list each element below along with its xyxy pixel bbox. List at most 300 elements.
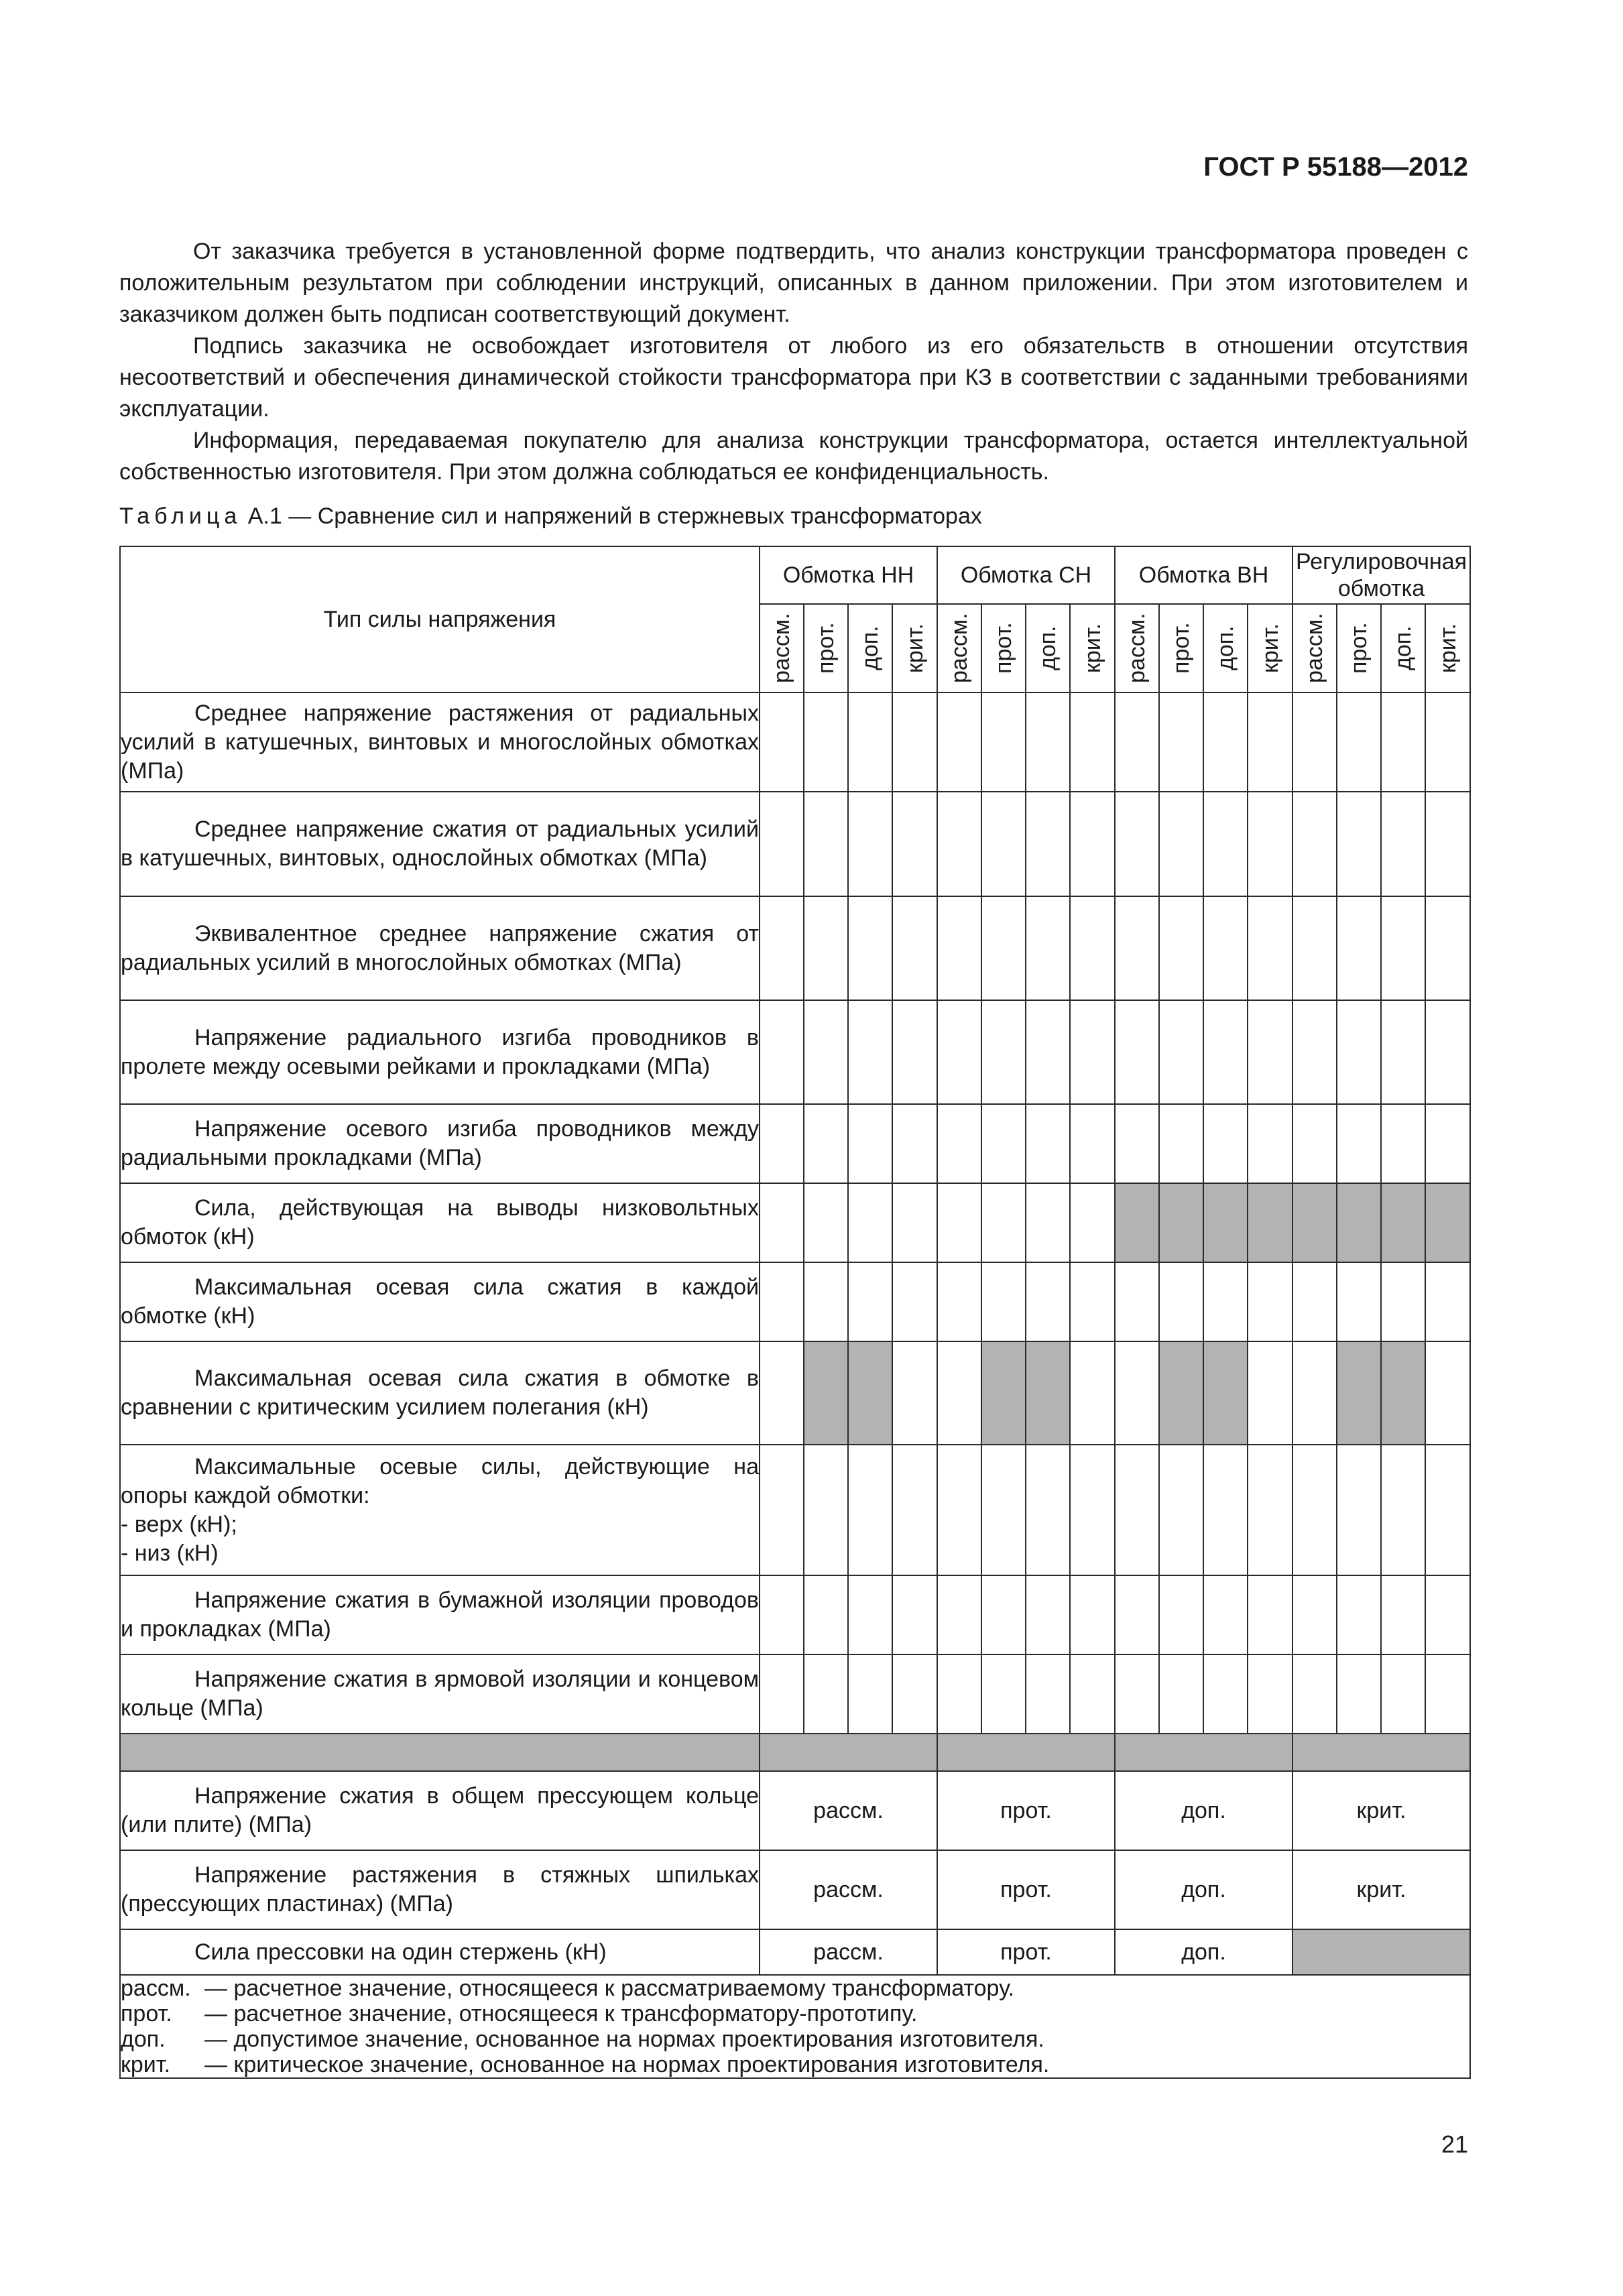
value-cell <box>937 1575 981 1654</box>
subcolumn-header <box>937 604 981 692</box>
value-cell <box>1159 1575 1203 1654</box>
table-row <box>120 792 1470 896</box>
subcolumn-header <box>1425 604 1470 692</box>
row-label-line: Напряжение осевого изгиба проводников между радиальными прокладками (МПа) <box>121 1116 759 1170</box>
value-cell <box>1159 1341 1203 1445</box>
row-label <box>120 1771 760 1850</box>
value-cell <box>804 896 848 1000</box>
row-label <box>120 1929 760 1975</box>
value-cell <box>981 792 1026 896</box>
subcolumn-label: рассм. <box>1124 613 1150 684</box>
value-cell <box>981 1000 1026 1104</box>
value-cell <box>1293 1104 1337 1183</box>
value-cell <box>1203 1341 1248 1445</box>
group-header: Обмотка СН <box>937 546 1115 604</box>
value-cell <box>892 1575 937 1654</box>
row-label-line: Эквивалентное среднее напряжение сжатия от радиальных усилий в многослойных обмотках (МПа) <box>121 920 759 975</box>
table-row <box>120 1445 1470 1575</box>
paragraph: Подпись заказчика не освобождает изготовителя от любого из его обязательств в отношении отсутствия несоответствий и обеспечения динамической стойкости трансформатора при КЗ в соответствии с заданными требованиями эксплуатации. <box>119 333 1468 422</box>
value-span-cell: крит. <box>1293 1850 1470 1929</box>
row-label-line: Сила прессовки на один стержень (кН) <box>194 1939 607 1965</box>
row-label <box>120 1654 760 1734</box>
value-cell <box>892 1341 937 1445</box>
value-span-cell: рассм. <box>760 1929 937 1975</box>
separator-cell <box>1115 1734 1293 1771</box>
value-cell <box>1070 1000 1115 1104</box>
row-label-line: Напряжение радиального изгиба проводников в пролете между осевыми рейками и прокладками (МПа) <box>121 1024 759 1079</box>
value-cell <box>892 1445 937 1575</box>
header-row-groups <box>120 546 1470 604</box>
value-cell <box>848 1654 892 1734</box>
value-cell <box>804 1341 848 1445</box>
value-cell <box>1337 692 1381 792</box>
legend-text: — расчетное значение, относящееся к рассматриваемому трансформатору. <box>204 1976 1015 2001</box>
value-cell <box>1070 1262 1115 1341</box>
value-cell <box>848 1341 892 1445</box>
value-cell <box>1115 1000 1159 1104</box>
subcolumn-label: прот. <box>813 622 839 674</box>
value-cell <box>1026 1183 1070 1262</box>
value-cell <box>1425 1262 1470 1341</box>
table-row <box>120 1104 1470 1183</box>
value-cell <box>804 1183 848 1262</box>
value-cell <box>1293 1341 1337 1445</box>
value-cell <box>1381 1341 1425 1445</box>
value-cell <box>1381 1183 1425 1262</box>
value-cell <box>760 1654 804 1734</box>
value-cell <box>1381 896 1425 1000</box>
value-cell <box>1115 1575 1159 1654</box>
value-cell <box>760 1262 804 1341</box>
value-cell <box>1026 1000 1070 1104</box>
table-row <box>120 1654 1470 1734</box>
legend-abbr: крит. <box>121 2052 171 2077</box>
value-cell <box>1425 1000 1470 1104</box>
row-label <box>120 1183 760 1262</box>
caption-number: А.1 <box>247 503 282 529</box>
value-cell <box>1026 692 1070 792</box>
table-row <box>120 1000 1470 1104</box>
value-cell <box>804 692 848 792</box>
value-cell <box>1203 1000 1248 1104</box>
subcolumn-header <box>1381 604 1425 692</box>
value-cell <box>1026 1445 1070 1575</box>
value-cell <box>1381 792 1425 896</box>
value-cell <box>1248 1445 1293 1575</box>
table-row <box>120 896 1470 1000</box>
value-cell <box>981 1341 1026 1445</box>
subcolumn-header <box>1115 604 1159 692</box>
value-cell <box>1425 792 1470 896</box>
value-cell <box>1248 1000 1293 1104</box>
value-span-cell: доп. <box>1115 1771 1293 1850</box>
value-cell <box>937 1183 981 1262</box>
value-cell <box>1337 1341 1381 1445</box>
caption-text: — Сравнение сил и напряжений в стержневых трансформаторах <box>288 503 982 529</box>
value-cell <box>1337 1654 1381 1734</box>
value-cell <box>892 1104 937 1183</box>
row-label <box>120 692 760 792</box>
page-number: 21 <box>1441 2130 1468 2158</box>
value-cell <box>1026 1262 1070 1341</box>
value-cell <box>937 1654 981 1734</box>
value-cell <box>1115 792 1159 896</box>
value-cell <box>1425 1575 1470 1654</box>
value-cell <box>1203 792 1248 896</box>
caption-prefix: Таблица <box>119 503 242 529</box>
value-cell <box>1070 896 1115 1000</box>
row-label-line: Напряжение сжатия в общем прессующем кольце (или плите) (МПа) <box>121 1783 759 1837</box>
value-cell <box>1248 1575 1293 1654</box>
value-cell <box>1115 692 1159 792</box>
value-cell <box>1115 1445 1159 1575</box>
row-label-line: Напряжение растяжения в стяжных шпильках (прессующих пластинах) (МПа) <box>121 1862 759 1917</box>
value-cell <box>937 896 981 1000</box>
value-cell <box>1203 1575 1248 1654</box>
value-cell <box>848 1575 892 1654</box>
value-cell <box>848 1000 892 1104</box>
value-cell <box>1248 1262 1293 1341</box>
value-cell <box>760 1575 804 1654</box>
row-label-line: Сила, действующая на выводы низковольтных обмоток (кН) <box>121 1195 759 1250</box>
separator-cell <box>120 1734 760 1771</box>
value-cell <box>1337 896 1381 1000</box>
paragraph: Информация, передаваемая покупателю для анализа конструкции трансформатора, остается интеллектуальной собственностью изготовителя. При этом должна соблюдаться ее конфиденциальность. <box>119 428 1468 485</box>
value-cell <box>1070 1445 1115 1575</box>
value-cell <box>1159 1262 1203 1341</box>
value-cell <box>760 1104 804 1183</box>
value-cell <box>1381 1000 1425 1104</box>
table-row <box>120 1771 1470 1850</box>
table-row <box>120 1575 1470 1654</box>
row-label-line: - верх (кН); <box>121 1511 237 1537</box>
separator-cell <box>937 1734 1115 1771</box>
row-label <box>120 1341 760 1445</box>
value-cell <box>848 1183 892 1262</box>
table-row <box>120 1262 1470 1341</box>
value-cell <box>981 692 1026 792</box>
subcolumn-header <box>848 604 892 692</box>
shaded-cell <box>1293 1929 1470 1975</box>
value-cell <box>760 1341 804 1445</box>
group-header: Обмотка НН <box>760 546 937 604</box>
paragraph: От заказчика требуется в установленной форме подтвердить, что анализ конструкции трансформатора проведен с положительным результатом при соблюдении инструкций, описанных в данном приложении. При этом изготовителем и заказчиком должен быть подписан соответствующий документ. <box>119 239 1468 327</box>
value-cell <box>1293 692 1337 792</box>
value-cell <box>1159 1445 1203 1575</box>
table-row <box>120 1929 1470 1975</box>
value-cell <box>1248 1183 1293 1262</box>
value-cell <box>1425 1341 1470 1445</box>
value-cell <box>1026 792 1070 896</box>
value-cell <box>937 1262 981 1341</box>
value-span-cell: прот. <box>937 1929 1115 1975</box>
value-cell <box>1203 1654 1248 1734</box>
separator-cell <box>760 1734 937 1771</box>
value-cell <box>1159 792 1203 896</box>
row-label <box>120 896 760 1000</box>
value-cell <box>1115 1341 1159 1445</box>
value-cell <box>937 1445 981 1575</box>
legend-item <box>121 2027 1469 2052</box>
value-cell <box>804 792 848 896</box>
value-cell <box>1026 896 1070 1000</box>
value-cell <box>1425 1654 1470 1734</box>
row-label-line: Напряжение сжатия в бумажной изоляции проводов и прокладках (МПа) <box>121 1587 759 1642</box>
subcolumn-label: доп. <box>1390 625 1416 671</box>
value-cell <box>1337 1183 1381 1262</box>
value-cell <box>1425 1104 1470 1183</box>
value-cell <box>1293 1262 1337 1341</box>
value-cell <box>1293 896 1337 1000</box>
value-cell <box>1115 1262 1159 1341</box>
subcolumn-header <box>1026 604 1070 692</box>
value-cell <box>760 792 804 896</box>
value-cell <box>1070 792 1115 896</box>
value-span-cell: прот. <box>937 1850 1115 1929</box>
value-cell <box>1115 896 1159 1000</box>
subcolumn-label: рассм. <box>947 613 972 684</box>
subcolumn-label: крит. <box>1435 623 1461 674</box>
table-row <box>120 1850 1470 1929</box>
value-cell <box>1425 1445 1470 1575</box>
separator-row <box>120 1734 1470 1771</box>
value-cell <box>848 792 892 896</box>
subcolumn-label: крит. <box>1257 623 1283 674</box>
subcolumn-label: крит. <box>902 623 928 674</box>
value-span-cell: рассм. <box>760 1771 937 1850</box>
row-label-line: Максимальная осевая сила сжатия в обмотке в сравнении с критическим усилием полегания (кН) <box>121 1366 759 1420</box>
value-cell <box>1293 1654 1337 1734</box>
separator-cell <box>1293 1734 1470 1771</box>
value-cell <box>804 1104 848 1183</box>
value-cell <box>937 1341 981 1445</box>
value-cell <box>1248 1341 1293 1445</box>
row-label <box>120 1262 760 1341</box>
value-cell <box>848 1104 892 1183</box>
value-cell <box>1381 1445 1425 1575</box>
legend-abbr: прот. <box>121 2001 172 2027</box>
value-cell <box>1337 792 1381 896</box>
value-cell <box>1337 1575 1381 1654</box>
legend-abbr: доп. <box>121 2027 166 2052</box>
row-label <box>120 792 760 896</box>
subcolumn-label: крит. <box>1079 623 1105 674</box>
legend-item <box>121 2052 1469 2077</box>
subcolumn-header <box>1293 604 1337 692</box>
subcolumn-header <box>892 604 937 692</box>
subcolumn-label: рассм. <box>1302 613 1327 684</box>
value-cell <box>981 1104 1026 1183</box>
value-cell <box>892 692 937 792</box>
value-cell <box>1159 1104 1203 1183</box>
legend-row <box>120 1975 1470 2078</box>
value-cell <box>1381 1575 1425 1654</box>
subcolumn-label: рассм. <box>769 613 794 684</box>
value-cell <box>1248 1654 1293 1734</box>
intro-text <box>119 236 1468 488</box>
row-label <box>120 1104 760 1183</box>
value-cell <box>1203 1104 1248 1183</box>
value-cell <box>1293 1575 1337 1654</box>
group-header: Обмотка ВН <box>1115 546 1293 604</box>
value-cell <box>760 1445 804 1575</box>
subcolumn-label: доп. <box>857 625 883 671</box>
value-cell <box>892 1183 937 1262</box>
value-cell <box>1293 792 1337 896</box>
value-span-cell: доп. <box>1115 1929 1293 1975</box>
column-header-type: Тип силы напряжения <box>120 546 760 692</box>
value-cell <box>892 896 937 1000</box>
row-label-line: Среднее напряжение растяжения от радиальных усилий в катушечных, винтовых и многослойных обмотках (МПа) <box>121 700 759 784</box>
value-cell <box>804 1654 848 1734</box>
value-cell <box>1070 1104 1115 1183</box>
value-cell <box>1115 1104 1159 1183</box>
value-cell <box>1070 1654 1115 1734</box>
value-cell <box>1159 1183 1203 1262</box>
legend-text: — расчетное значение, относящееся к трансформатору-прототипу. <box>204 2001 918 2027</box>
group-header: Регулировочная обмотка <box>1293 546 1470 604</box>
value-cell <box>1381 1104 1425 1183</box>
value-cell <box>937 792 981 896</box>
value-cell <box>1070 1183 1115 1262</box>
subcolumn-header <box>981 604 1026 692</box>
row-label-line: Напряжение сжатия в ярмовой изоляции и концевом кольце (МПа) <box>121 1667 759 1721</box>
row-label <box>120 1445 760 1575</box>
table-caption <box>119 501 1468 532</box>
legend-item <box>121 2001 1469 2027</box>
value-cell <box>760 896 804 1000</box>
value-cell <box>1248 1104 1293 1183</box>
value-cell <box>892 1262 937 1341</box>
value-cell <box>760 1183 804 1262</box>
value-cell <box>1203 896 1248 1000</box>
value-cell <box>760 1000 804 1104</box>
subcolumn-header <box>1203 604 1248 692</box>
value-cell <box>1026 1341 1070 1445</box>
value-cell <box>1248 692 1293 792</box>
subcolumn-label: доп. <box>1035 625 1061 671</box>
subcolumn-header <box>760 604 804 692</box>
subcolumn-label: прот. <box>1168 622 1194 674</box>
subcolumn-header <box>1248 604 1293 692</box>
row-label-line: Среднее напряжение сжатия от радиальных усилий в катушечных, винтовых, однослойных обмотках (МПа) <box>121 817 759 871</box>
value-span-cell: крит. <box>1293 1771 1470 1850</box>
value-cell <box>848 1262 892 1341</box>
value-cell <box>848 1445 892 1575</box>
value-cell <box>804 1000 848 1104</box>
legend-abbr: рассм. <box>121 1976 191 2001</box>
subcolumn-header <box>1070 604 1115 692</box>
legend-item <box>121 1976 1469 2001</box>
row-label-line: Максимальные осевые силы, действующие на опоры каждой обмотки: <box>121 1453 759 1508</box>
value-cell <box>1026 1575 1070 1654</box>
value-cell <box>1293 1183 1337 1262</box>
value-cell <box>1293 1445 1337 1575</box>
value-cell <box>892 1654 937 1734</box>
value-cell <box>1381 1654 1425 1734</box>
comparison-table <box>119 546 1469 2079</box>
table-row <box>120 692 1470 792</box>
value-cell <box>1159 1654 1203 1734</box>
value-cell <box>804 1262 848 1341</box>
value-cell <box>1203 1183 1248 1262</box>
value-cell <box>981 896 1026 1000</box>
value-cell <box>1070 1341 1115 1445</box>
subcolumn-header <box>804 604 848 692</box>
value-span-cell: прот. <box>937 1771 1115 1850</box>
row-label <box>120 1000 760 1104</box>
value-cell <box>1337 1000 1381 1104</box>
value-cell <box>937 1000 981 1104</box>
value-cell <box>1381 692 1425 792</box>
legend-text: — критическое значение, основанное на нормах проектирования изготовителя. <box>204 2052 1050 2077</box>
value-cell <box>981 1575 1026 1654</box>
subcolumn-header <box>1337 604 1381 692</box>
subcolumn-label: прот. <box>991 622 1016 674</box>
subcolumn-label: прот. <box>1346 622 1372 674</box>
value-cell <box>981 1445 1026 1575</box>
value-cell <box>804 1575 848 1654</box>
subcolumn-header <box>1159 604 1203 692</box>
value-cell <box>937 692 981 792</box>
value-cell <box>1159 896 1203 1000</box>
value-cell <box>1203 1445 1248 1575</box>
value-cell <box>1248 896 1293 1000</box>
table-row <box>120 1183 1470 1262</box>
value-cell <box>1337 1104 1381 1183</box>
value-cell <box>1026 1104 1070 1183</box>
row-label-line: - низ (кН) <box>121 1540 219 1566</box>
subcolumn-label: доп. <box>1213 625 1238 671</box>
row-label <box>120 1850 760 1929</box>
value-cell <box>1337 1445 1381 1575</box>
value-cell <box>1203 692 1248 792</box>
value-cell <box>1425 896 1470 1000</box>
value-cell <box>1159 1000 1203 1104</box>
value-cell <box>1425 692 1470 792</box>
value-cell <box>1115 1183 1159 1262</box>
value-cell <box>1070 692 1115 792</box>
value-cell <box>848 692 892 792</box>
value-cell <box>1159 692 1203 792</box>
value-cell <box>760 692 804 792</box>
value-cell <box>1115 1654 1159 1734</box>
value-cell <box>981 1654 1026 1734</box>
value-cell <box>1293 1000 1337 1104</box>
value-cell <box>1070 1575 1115 1654</box>
value-cell <box>848 896 892 1000</box>
value-cell <box>937 1104 981 1183</box>
value-cell <box>1026 1654 1070 1734</box>
legend-text: — допустимое значение, основанное на нормах проектирования изготовителя. <box>204 2027 1044 2052</box>
value-cell <box>1381 1262 1425 1341</box>
value-cell <box>892 1000 937 1104</box>
table-row <box>120 1341 1470 1445</box>
value-span-cell: рассм. <box>760 1850 937 1929</box>
value-cell <box>1337 1262 1381 1341</box>
value-span-cell: доп. <box>1115 1850 1293 1929</box>
value-cell <box>1248 792 1293 896</box>
value-cell <box>981 1183 1026 1262</box>
row-label-line: Максимальная осевая сила сжатия в каждой обмотке (кН) <box>121 1274 759 1329</box>
legend <box>120 1975 1470 2078</box>
value-cell <box>1203 1262 1248 1341</box>
value-cell <box>892 792 937 896</box>
row-label <box>120 1575 760 1654</box>
value-cell <box>804 1445 848 1575</box>
document-code: ГОСТ Р 55188—2012 <box>1203 152 1468 182</box>
value-cell <box>981 1262 1026 1341</box>
